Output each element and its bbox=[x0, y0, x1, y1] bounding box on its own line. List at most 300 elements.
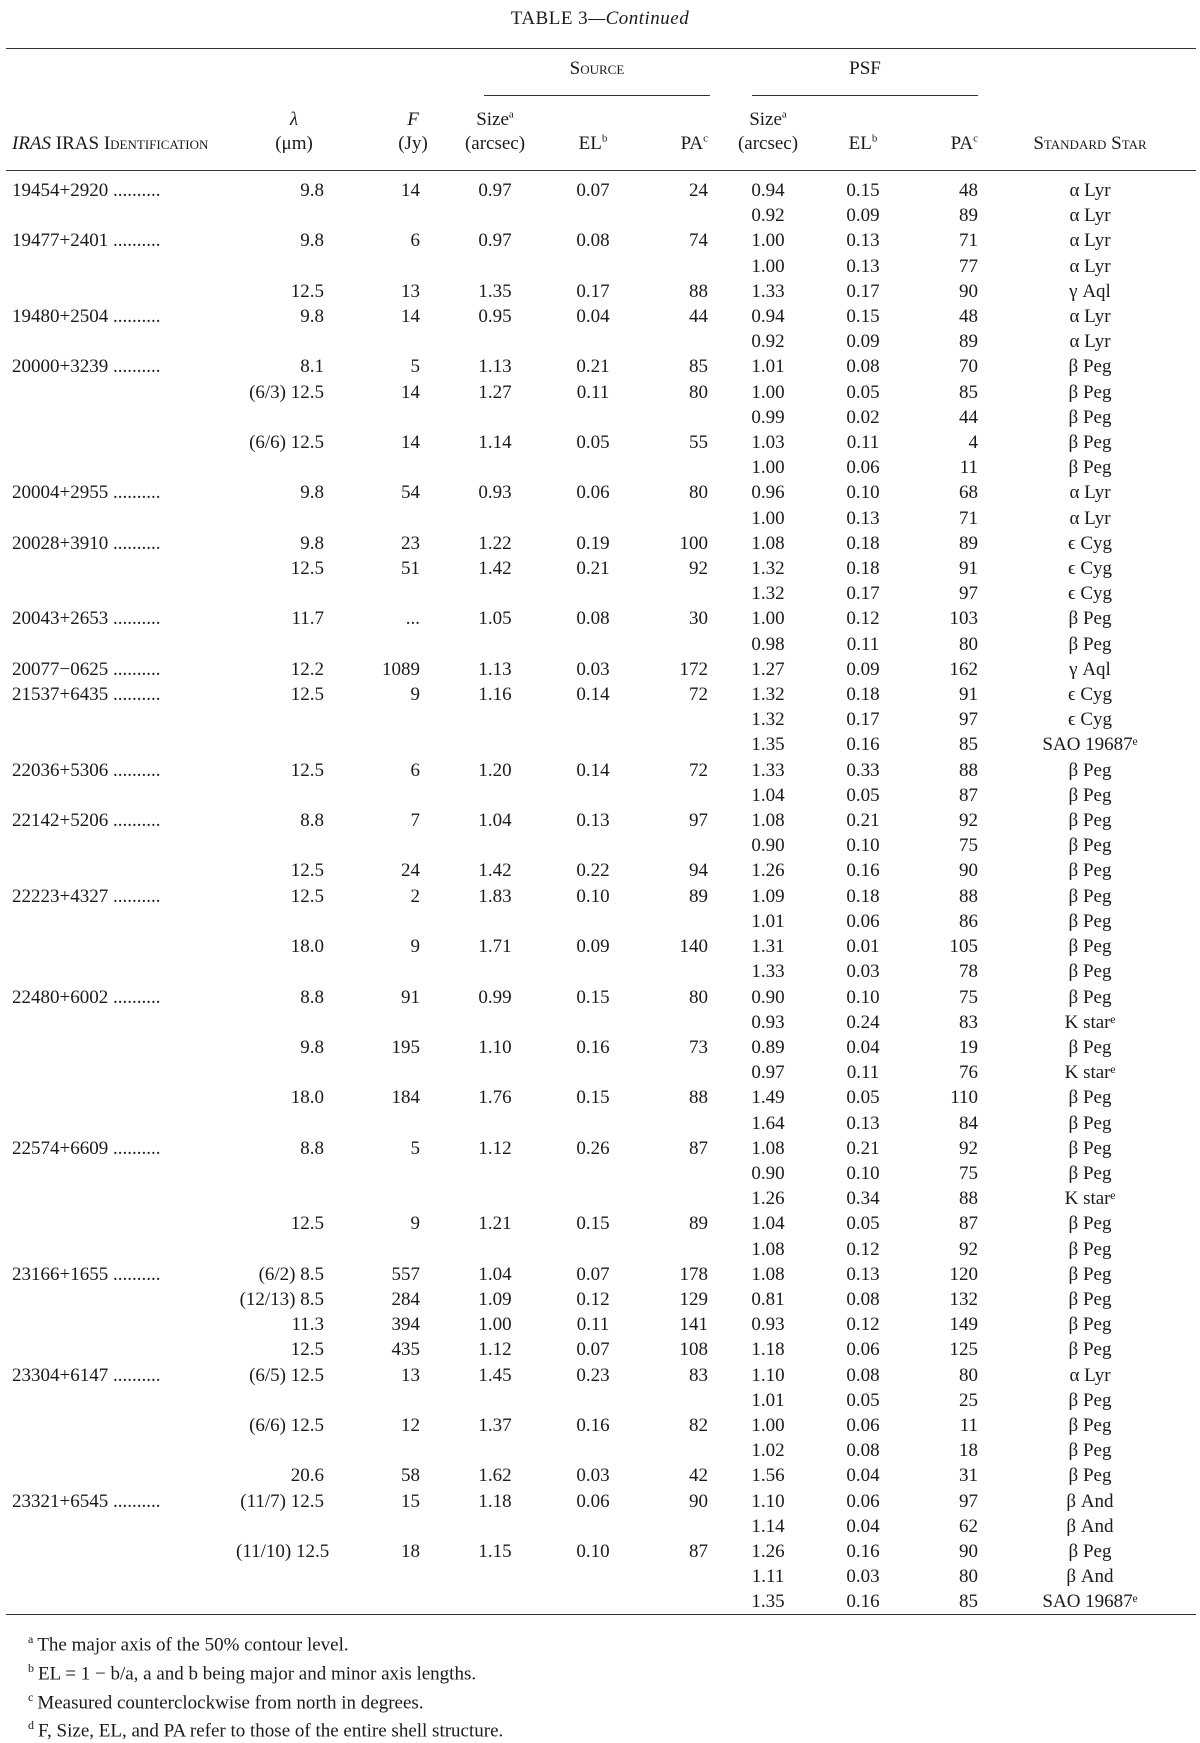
cell-source-size bbox=[438, 783, 552, 808]
cell-flux: 15 bbox=[401, 1490, 420, 1512]
cell-source-el bbox=[552, 632, 634, 657]
cell-psf-size: 1.26 bbox=[751, 860, 785, 882]
table-row bbox=[6, 178, 1196, 203]
cell-source-pa: 42 bbox=[689, 1465, 708, 1487]
cell-psf-pa: 92 bbox=[959, 810, 978, 832]
cell-standard-star: ϵ Cyg bbox=[1067, 558, 1113, 580]
cell-psf-size: 1.33 bbox=[751, 280, 785, 302]
cell-psf-size: 1.11 bbox=[751, 1566, 785, 1588]
cell-iras-id: 22223+4327 .......... bbox=[12, 885, 161, 907]
cell-standard-star: β Peg bbox=[1068, 1213, 1112, 1235]
table-row bbox=[6, 1262, 1196, 1287]
cell-flux: 6 bbox=[410, 759, 420, 781]
cell-wavelength: 9.8 bbox=[300, 532, 324, 554]
cell-iras-id: 19480+2504 .......... bbox=[12, 306, 161, 328]
cell-wavelength: (6/6) 12.5 bbox=[249, 1414, 324, 1436]
table-row bbox=[6, 581, 1196, 606]
cell-source-el bbox=[552, 909, 634, 934]
cell-psf-size: 1.10 bbox=[751, 1490, 785, 1512]
cell-source-el bbox=[552, 1010, 634, 1035]
cell-source-el: 0.07 bbox=[576, 1263, 610, 1285]
cell-iras-id bbox=[6, 279, 236, 304]
cell-psf-size: 1.32 bbox=[751, 583, 785, 605]
cell-wavelength: (11/7) 12.5 bbox=[240, 1490, 324, 1512]
cell-source-el bbox=[552, 506, 634, 531]
cell-iras-id bbox=[6, 707, 236, 732]
cell-wavelength: 12.5 bbox=[290, 759, 324, 781]
cell-source-size: 0.99 bbox=[478, 986, 512, 1008]
cell-flux: 9 bbox=[410, 1213, 420, 1235]
cell-source-el bbox=[552, 1438, 634, 1463]
cell-flux bbox=[334, 909, 438, 934]
footnote bbox=[28, 1686, 503, 1715]
cell-standard-star: α Lyr bbox=[1069, 482, 1111, 504]
cell-source-el bbox=[552, 1237, 634, 1262]
cell-psf-el: 0.15 bbox=[846, 306, 880, 328]
cell-psf-size: 1.08 bbox=[751, 1238, 785, 1260]
cell-iras-id bbox=[6, 1413, 236, 1438]
cell-source-pa: 172 bbox=[679, 658, 708, 680]
cell-standard-star: β Peg bbox=[1068, 885, 1112, 907]
cell-wavelength bbox=[236, 1060, 334, 1085]
cell-psf-el: 0.13 bbox=[846, 507, 880, 529]
cell-source-pa bbox=[634, 909, 714, 934]
cell-source-el: 0.15 bbox=[576, 1213, 610, 1235]
cell-psf-size: 0.94 bbox=[751, 306, 785, 328]
cell-flux bbox=[334, 455, 438, 480]
cell-flux: 9 bbox=[410, 936, 420, 958]
cell-standard-star: β And bbox=[1066, 1490, 1114, 1512]
cell-psf-el: 0.18 bbox=[846, 558, 880, 580]
cell-psf-size: 0.94 bbox=[751, 180, 785, 201]
cell-source-size bbox=[438, 707, 552, 732]
cell-source-el: 0.04 bbox=[576, 306, 610, 328]
cell-iras-id: 23304+6147 .......... bbox=[12, 1364, 161, 1386]
cell-source-size bbox=[438, 1111, 552, 1136]
cell-standard-star: β Peg bbox=[1068, 356, 1112, 378]
col-header-standard-star: Standard Star bbox=[1033, 133, 1147, 154]
cell-iras-id bbox=[6, 1035, 236, 1060]
cell-psf-size: 1.56 bbox=[751, 1465, 785, 1487]
cell-standard-star: ϵ Cyg bbox=[1067, 709, 1113, 731]
cell-psf-el: 0.03 bbox=[846, 1566, 880, 1588]
table-row bbox=[6, 1388, 1196, 1413]
cell-flux bbox=[334, 1060, 438, 1085]
cell-source-pa: 55 bbox=[689, 432, 708, 454]
cell-wavelength bbox=[236, 581, 334, 606]
cell-psf-el: 0.05 bbox=[846, 1087, 880, 1109]
cell-source-pa bbox=[634, 783, 714, 808]
cell-iras-id bbox=[6, 1060, 236, 1085]
cell-wavelength bbox=[236, 1186, 334, 1211]
cell-iras-id bbox=[6, 329, 236, 354]
table-row bbox=[6, 228, 1196, 253]
cell-source-pa: 178 bbox=[679, 1263, 708, 1285]
cell-iras-id bbox=[6, 833, 236, 858]
cell-wavelength: 9.8 bbox=[300, 306, 324, 328]
cell-psf-pa: 89 bbox=[959, 532, 978, 554]
footnote-text: F, Size, EL, and PA refer to those of the entire shell structure. bbox=[38, 1720, 504, 1742]
cell-psf-size: 0.99 bbox=[751, 406, 785, 428]
table-row bbox=[6, 858, 1196, 883]
cell-source-size: 1.04 bbox=[478, 1263, 512, 1285]
cell-standard-star: β Peg bbox=[1068, 1288, 1112, 1310]
cell-iras-id bbox=[6, 959, 236, 984]
cell-psf-pa: 70 bbox=[959, 356, 978, 378]
cell-psf-pa: 31 bbox=[959, 1465, 978, 1487]
cell-psf-size: 1.01 bbox=[751, 910, 785, 932]
cell-source-pa bbox=[634, 455, 714, 480]
cell-source-size: 1.18 bbox=[478, 1490, 512, 1512]
cell-source-size: 1.09 bbox=[478, 1288, 512, 1310]
cell-psf-el: 0.06 bbox=[846, 910, 880, 932]
cell-source-size bbox=[438, 254, 552, 279]
cell-source-size bbox=[438, 959, 552, 984]
footnote-mark: d bbox=[28, 1718, 34, 1733]
cell-wavelength: 12.5 bbox=[290, 280, 324, 302]
cell-psf-el: 0.05 bbox=[846, 1389, 880, 1411]
cell-iras-id bbox=[6, 1010, 236, 1035]
cell-iras-id bbox=[6, 1085, 236, 1110]
cell-flux bbox=[334, 732, 438, 757]
cell-wavelength bbox=[236, 1564, 334, 1589]
table-row bbox=[6, 556, 1196, 581]
cell-psf-size: 0.97 bbox=[751, 1062, 785, 1084]
cell-iras-id: 20004+2955 .......... bbox=[12, 482, 161, 504]
cell-psf-el: 0.12 bbox=[846, 608, 880, 630]
cell-source-el bbox=[552, 203, 634, 228]
cell-source-el bbox=[552, 1564, 634, 1589]
cell-flux bbox=[334, 1589, 438, 1614]
cell-source-el: 0.08 bbox=[576, 230, 610, 252]
cell-standard-star: SAO 19687ᵉ bbox=[1042, 1591, 1138, 1613]
cell-psf-el: 0.17 bbox=[846, 583, 880, 605]
cell-source-pa: 83 bbox=[689, 1364, 708, 1386]
cell-psf-el: 0.06 bbox=[846, 457, 880, 479]
data-table bbox=[6, 178, 1196, 1615]
cell-psf-size: 0.93 bbox=[751, 1011, 785, 1033]
note-mark: b bbox=[871, 132, 878, 145]
cell-iras-id bbox=[6, 1111, 236, 1136]
cell-source-el bbox=[552, 254, 634, 279]
cell-psf-size: 0.89 bbox=[751, 1036, 785, 1058]
cell-wavelength: 18.0 bbox=[290, 1087, 324, 1109]
cell-iras-id bbox=[6, 858, 236, 883]
cell-psf-size: 1.35 bbox=[751, 1591, 785, 1613]
cell-flux bbox=[334, 1010, 438, 1035]
cell-standard-star: α Lyr bbox=[1069, 1364, 1111, 1386]
cell-source-pa bbox=[634, 1514, 714, 1539]
cell-iras-id bbox=[6, 783, 236, 808]
cell-iras-id bbox=[6, 1337, 236, 1362]
cell-source-el: 0.26 bbox=[576, 1137, 610, 1159]
cell-standard-star: β Peg bbox=[1068, 1137, 1112, 1159]
cell-psf-el: 0.33 bbox=[846, 759, 880, 781]
table-row bbox=[6, 632, 1196, 657]
cell-psf-pa: 87 bbox=[959, 784, 978, 806]
cell-iras-id: 20000+3239 .......... bbox=[12, 356, 161, 378]
cell-psf-size: 1.02 bbox=[751, 1440, 785, 1462]
cell-flux: 7 bbox=[410, 810, 420, 832]
cell-psf-pa: 103 bbox=[949, 608, 978, 630]
cell-source-size: 1.13 bbox=[478, 658, 512, 680]
cell-flux: 5 bbox=[410, 356, 420, 378]
cell-wavelength: 12.2 bbox=[290, 658, 324, 680]
cell-source-pa bbox=[634, 1237, 714, 1262]
cell-wavelength bbox=[236, 1111, 334, 1136]
cell-standard-star: β Peg bbox=[1068, 608, 1112, 630]
cell-source-pa: 72 bbox=[689, 684, 708, 706]
cell-psf-el: 0.08 bbox=[846, 1364, 880, 1386]
cell-flux bbox=[334, 405, 438, 430]
cell-psf-pa: 105 bbox=[949, 936, 978, 958]
cell-standard-star: β Peg bbox=[1068, 1540, 1112, 1562]
cell-source-pa: 92 bbox=[689, 558, 708, 580]
cell-source-el: 0.21 bbox=[576, 356, 610, 378]
cell-source-el bbox=[552, 959, 634, 984]
cell-flux bbox=[334, 833, 438, 858]
cell-source-size: 1.00 bbox=[478, 1314, 512, 1336]
cell-flux bbox=[334, 707, 438, 732]
table-row bbox=[6, 1010, 1196, 1035]
cell-source-el: 0.17 bbox=[576, 280, 610, 302]
cell-iras-id: 22036+5306 .......... bbox=[12, 759, 161, 781]
cell-source-size bbox=[438, 1186, 552, 1211]
cell-flux bbox=[334, 1237, 438, 1262]
cell-iras-id: 22142+5206 .......... bbox=[12, 810, 161, 832]
cell-wavelength: 12.5 bbox=[290, 1213, 324, 1235]
cell-psf-el: 0.06 bbox=[846, 1339, 880, 1361]
cell-source-el: 0.05 bbox=[576, 432, 610, 454]
cell-psf-pa: 89 bbox=[959, 331, 978, 353]
cell-source-size bbox=[438, 632, 552, 657]
cell-psf-pa: 162 bbox=[949, 658, 978, 680]
cell-source-size: 0.95 bbox=[478, 306, 512, 328]
cell-psf-el: 0.24 bbox=[846, 1011, 880, 1033]
cell-iras-id: 19454+2920 .......... bbox=[12, 180, 161, 201]
cell-standard-star: β Peg bbox=[1068, 1087, 1112, 1109]
footnote-mark: b bbox=[28, 1660, 34, 1675]
cell-psf-pa: 85 bbox=[959, 381, 978, 403]
table-row bbox=[6, 1211, 1196, 1236]
cell-flux: 195 bbox=[391, 1036, 420, 1058]
cell-psf-size: 1.00 bbox=[751, 507, 785, 529]
cell-wavelength bbox=[236, 707, 334, 732]
col-header-size: Size bbox=[476, 109, 509, 130]
cell-psf-pa: 19 bbox=[959, 1036, 978, 1058]
cell-source-el: 0.23 bbox=[576, 1364, 610, 1386]
cell-psf-pa: 87 bbox=[959, 1213, 978, 1235]
cell-source-pa: 73 bbox=[689, 1036, 708, 1058]
cell-source-pa: 82 bbox=[689, 1414, 708, 1436]
cell-wavelength bbox=[236, 1438, 334, 1463]
cell-psf-pa: 4 bbox=[968, 432, 978, 454]
cell-source-el bbox=[552, 707, 634, 732]
table-row bbox=[6, 531, 1196, 556]
cell-source-pa bbox=[634, 1564, 714, 1589]
cell-source-pa bbox=[634, 959, 714, 984]
cell-standard-star: β Peg bbox=[1068, 1314, 1112, 1336]
cell-psf-size: 1.04 bbox=[751, 1213, 785, 1235]
cell-psf-el: 0.16 bbox=[846, 1540, 880, 1562]
cell-source-el: 0.11 bbox=[576, 381, 610, 403]
cell-iras-id bbox=[6, 581, 236, 606]
top-rule bbox=[6, 48, 1196, 49]
cell-source-pa bbox=[634, 254, 714, 279]
cell-psf-size: 0.92 bbox=[751, 331, 785, 353]
cell-source-size: 1.21 bbox=[478, 1213, 512, 1235]
cell-psf-el: 0.01 bbox=[846, 936, 880, 958]
cell-source-el: 0.08 bbox=[576, 608, 610, 630]
cell-source-el bbox=[552, 1060, 634, 1085]
table-row bbox=[6, 1085, 1196, 1110]
cell-psf-size: 1.00 bbox=[751, 255, 785, 277]
table-row bbox=[6, 959, 1196, 984]
cell-source-size: 1.22 bbox=[478, 532, 512, 554]
table-row bbox=[6, 1035, 1196, 1060]
cell-psf-pa: 62 bbox=[959, 1515, 978, 1537]
table-row bbox=[6, 606, 1196, 631]
cell-psf-pa: 110 bbox=[950, 1087, 978, 1109]
table-title-continued: —Continued bbox=[588, 8, 690, 29]
footnote-text: Measured counterclockwise from north in degrees. bbox=[37, 1691, 424, 1713]
cell-source-size: 1.12 bbox=[478, 1137, 512, 1159]
cell-standard-star: β And bbox=[1066, 1515, 1114, 1537]
cell-wavelength bbox=[236, 506, 334, 531]
cell-source-pa: 72 bbox=[689, 759, 708, 781]
table-row bbox=[6, 1287, 1196, 1312]
cell-standard-star: β Peg bbox=[1068, 1389, 1112, 1411]
table-row bbox=[6, 1363, 1196, 1388]
group-line-source bbox=[484, 95, 710, 96]
table-row bbox=[6, 1489, 1196, 1514]
cell-source-size bbox=[438, 732, 552, 757]
cell-psf-el: 0.02 bbox=[846, 406, 880, 428]
cell-flux: 557 bbox=[391, 1263, 420, 1285]
cell-psf-pa: 25 bbox=[959, 1389, 978, 1411]
cell-psf-el: 0.05 bbox=[846, 1213, 880, 1235]
cell-source-el bbox=[552, 329, 634, 354]
column-header: IRAS IRAS Identification λ (μm) F (Jy) Size$^a$ (arcsec) $EL^b$ $PA^c$ Size$^a$ (arcsec) $EL^b$ $PA^c$ Standard Star bbox=[6, 108, 1196, 156]
cell-psf-pa: 18 bbox=[959, 1440, 978, 1462]
col-header-lambda: λ bbox=[289, 109, 299, 130]
cell-iras-id bbox=[6, 506, 236, 531]
table-row bbox=[6, 1413, 1196, 1438]
cell-psf-el: 0.13 bbox=[846, 255, 880, 277]
cell-source-el bbox=[552, 783, 634, 808]
cell-iras-id: 20077−0625 .......... bbox=[12, 658, 161, 680]
cell-psf-pa: 97 bbox=[959, 583, 978, 605]
cell-psf-pa: 71 bbox=[959, 507, 978, 529]
cell-source-pa bbox=[634, 581, 714, 606]
cell-source-pa: 87 bbox=[689, 1540, 708, 1562]
cell-flux bbox=[334, 506, 438, 531]
cell-psf-pa: 85 bbox=[959, 1591, 978, 1613]
cell-iras-id bbox=[6, 1161, 236, 1186]
cell-standard-star: ϵ Cyg bbox=[1067, 583, 1113, 605]
cell-standard-star: β Peg bbox=[1068, 1112, 1112, 1134]
cell-source-el: 0.14 bbox=[576, 759, 610, 781]
cell-source-el: 0.07 bbox=[576, 1339, 610, 1361]
table-row bbox=[6, 380, 1196, 405]
cell-source-pa bbox=[634, 405, 714, 430]
cell-psf-pa: 88 bbox=[959, 1188, 978, 1210]
cell-psf-el: 0.13 bbox=[846, 1112, 880, 1134]
cell-standard-star: α Lyr bbox=[1069, 230, 1111, 252]
cell-source-pa: 140 bbox=[679, 936, 708, 958]
cell-psf-el: 0.18 bbox=[846, 885, 880, 907]
cell-source-size bbox=[438, 405, 552, 430]
cell-flux: 284 bbox=[391, 1288, 420, 1310]
cell-psf-pa: 90 bbox=[959, 280, 978, 302]
cell-iras-id bbox=[6, 909, 236, 934]
cell-flux: 5 bbox=[410, 1137, 420, 1159]
cell-standard-star: β Peg bbox=[1068, 1339, 1112, 1361]
cell-standard-star: β Peg bbox=[1068, 1263, 1112, 1285]
cell-psf-size: 1.08 bbox=[751, 1263, 785, 1285]
cell-source-size: 1.16 bbox=[478, 684, 512, 706]
cell-source-size: 1.04 bbox=[478, 810, 512, 832]
cell-psf-size: 1.00 bbox=[751, 230, 785, 252]
cell-psf-size: 0.90 bbox=[751, 986, 785, 1008]
cell-source-el bbox=[552, 1388, 634, 1413]
cell-source-size bbox=[438, 506, 552, 531]
cell-source-el: 0.16 bbox=[576, 1036, 610, 1058]
cell-wavelength: 11.3 bbox=[291, 1314, 324, 1336]
cell-source-pa: 85 bbox=[689, 356, 708, 378]
cell-wavelength: 12.5 bbox=[290, 860, 324, 882]
cell-psf-pa: 97 bbox=[959, 709, 978, 731]
cell-source-pa: 80 bbox=[689, 986, 708, 1008]
cell-source-size: 1.42 bbox=[478, 860, 512, 882]
cell-psf-el: 0.08 bbox=[846, 356, 880, 378]
cell-source-size bbox=[438, 581, 552, 606]
footnote-text: The major axis of the 50% contour level. bbox=[37, 1634, 349, 1656]
cell-source-size: 1.76 bbox=[478, 1087, 512, 1109]
cell-standard-star: β Peg bbox=[1068, 784, 1112, 806]
cell-wavelength: 9.8 bbox=[300, 1036, 324, 1058]
table-row bbox=[6, 1337, 1196, 1362]
cell-psf-size: 1.09 bbox=[751, 885, 785, 907]
cell-wavelength bbox=[236, 632, 334, 657]
note-mark: b bbox=[601, 132, 608, 145]
table-row bbox=[6, 1539, 1196, 1564]
cell-wavelength: 12.5 bbox=[290, 684, 324, 706]
cell-standard-star: β Peg bbox=[1068, 406, 1112, 428]
cell-psf-pa: 90 bbox=[959, 860, 978, 882]
cell-wavelength: (6/6) 12.5 bbox=[249, 432, 324, 454]
cell-psf-el: 0.09 bbox=[846, 205, 880, 227]
cell-iras-id bbox=[6, 1514, 236, 1539]
table-row bbox=[6, 430, 1196, 455]
cell-flux bbox=[334, 329, 438, 354]
cell-flux bbox=[334, 959, 438, 984]
cell-psf-size: 0.92 bbox=[751, 205, 785, 227]
table-row bbox=[6, 1589, 1196, 1614]
cell-source-el bbox=[552, 405, 634, 430]
cell-psf-el: 0.18 bbox=[846, 532, 880, 554]
table-row bbox=[6, 808, 1196, 833]
cell-psf-el: 0.04 bbox=[846, 1036, 880, 1058]
cell-source-el: 0.19 bbox=[576, 532, 610, 554]
cell-wavelength: 9.8 bbox=[300, 482, 324, 504]
cell-source-pa: 141 bbox=[679, 1314, 708, 1336]
table-row bbox=[6, 480, 1196, 505]
cell-source-el: 0.21 bbox=[576, 558, 610, 580]
cell-iras-id bbox=[6, 1312, 236, 1337]
cell-iras-id bbox=[6, 1564, 236, 1589]
cell-flux bbox=[334, 581, 438, 606]
